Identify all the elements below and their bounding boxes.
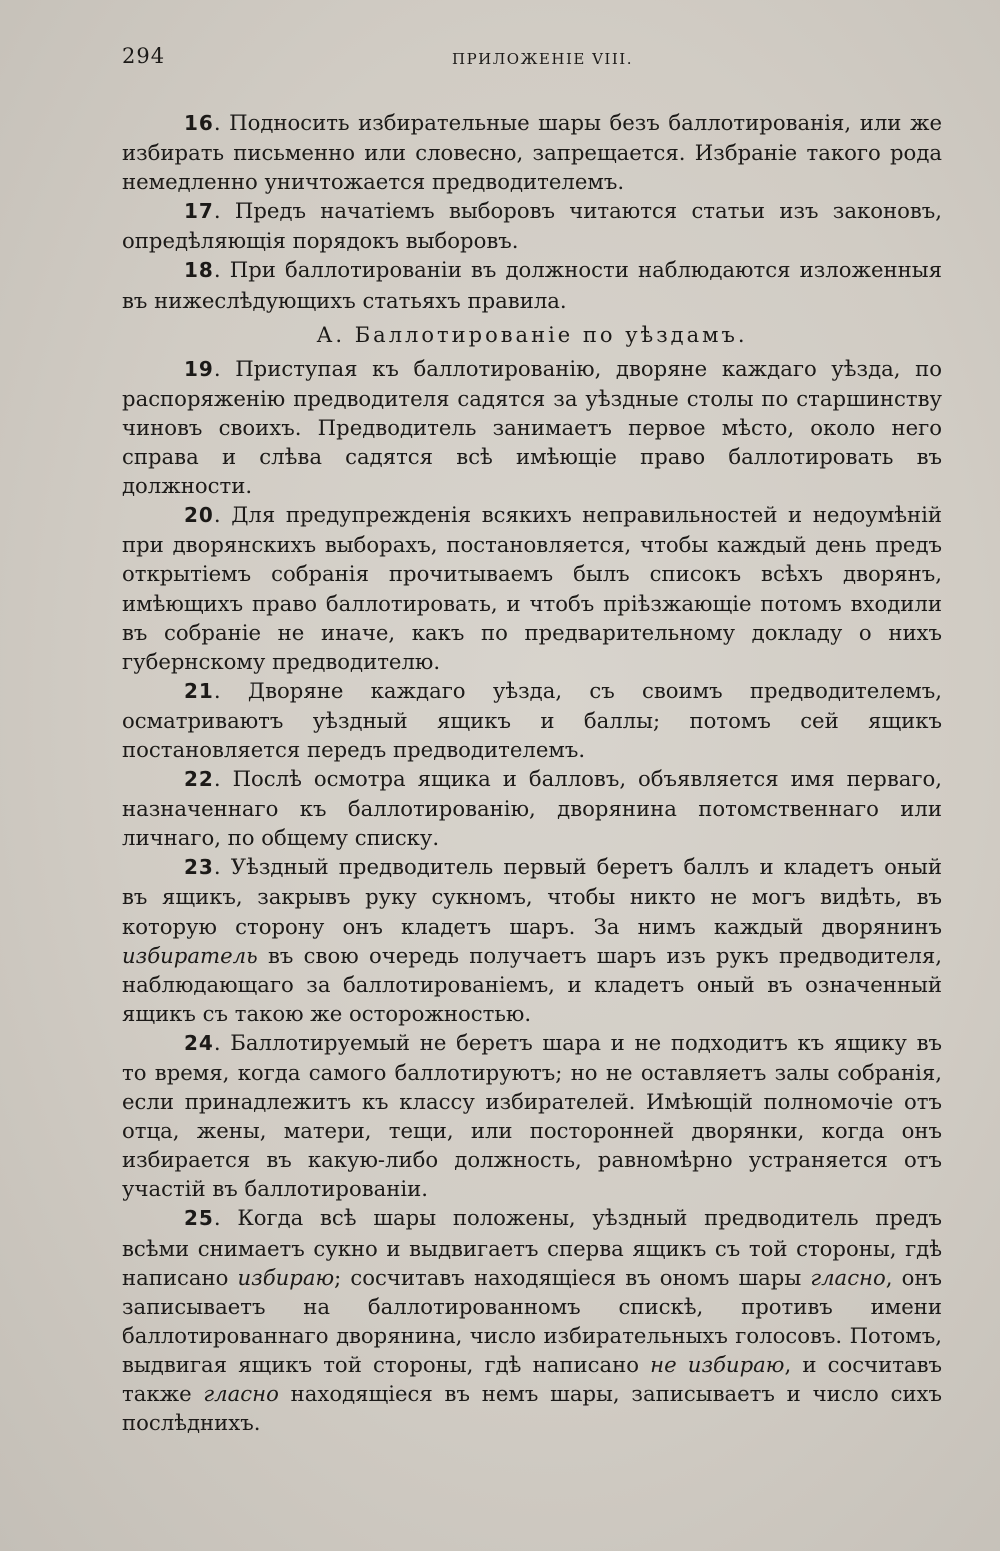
paragraph-20: 20. Для предупрежденія всякихъ неправильностей и недоумѣній при дворянскихъ выборахъ, постановляется, чтобы каждый день предъ открытіемъ собранія прочитываемъ былъ списокъ всѣхъ дворянъ, имѣющихъ право баллотировать, и чтобъ пріѣзжающіе потомъ входили въ собраніе не иначе, какъ по предварительному докладу о нихъ губернскому предводителю.: [122, 502, 942, 674]
paragraph-text: Когда всѣ шары положены, уѣздный предводитель предъ всѣми снимаетъ сукно и выдвигаетъ сперва ящикъ съ той стороны, гдѣ написано: [122, 1205, 942, 1290]
italic-term: гласно: [810, 1264, 886, 1290]
paragraph-text: , и сосчитавъ также: [122, 1351, 942, 1407]
paragraph-24: 24. Баллотируемый не беретъ шара и не подходитъ къ ящику въ то время, когда самого баллотируютъ; но не оставляетъ залы собранія, если принадлежитъ къ классу избирателей. Имѣющій полномочіе отъ отца, жены, матери, тещи, или посторонней дворянки, когда онъ избирается въ какую-либо должность, равномѣрно устраняется отъ участій въ баллотированіи.: [122, 1029, 942, 1202]
paragraph-21: 21. Дворяне каждаго уѣзда, съ своимъ предводителемъ, осматриваютъ уѣздный ящикъ и баллы; потомъ сей ящикъ постановляется передъ предводителемъ.: [122, 677, 942, 762]
paragraph-number: 20: [184, 503, 214, 528]
paragraph-text: Уѣздный предводитель первый беретъ баллъ и кладетъ оный въ ящикъ, закрывъ руку сукномъ, чтобы никто не могъ видѣть, въ которую сторону онъ кладетъ шаръ. За нимъ каждый дворянинъ: [122, 854, 942, 939]
paragraph-text: , онъ записываетъ на баллотированномъ спискѣ, противъ имени баллотированнаго дворянина, число избирательныхъ голосовъ. Потомъ, выдвигая ящикъ той стороны, гдѣ написано: [122, 1264, 943, 1377]
paragraph-text: ; сосчитавъ находящіеся въ ономъ шары: [334, 1264, 811, 1290]
paragraph-number: 16: [184, 111, 214, 135]
italic-term: избираю: [237, 1264, 335, 1290]
paragraph-text: Послѣ осмотра ящика и балловъ, объявляется имя перваго, назначеннаго къ баллотированію, дворянина потомственнаго или личнаго, по общему списку.: [122, 766, 942, 851]
paragraph-number: 17: [184, 199, 214, 224]
paragraph-text: находящіеся въ немъ шары, записываетъ и число сихъ послѣднихъ.: [122, 1381, 942, 1436]
paragraph-22: 22. Послѣ осмотра ящика и балловъ, объявляется имя перваго, назначеннаго къ баллотированію, дворянина потомственнаго или личнаго, по общему списку.: [122, 766, 942, 851]
paragraph-23: 23. Уѣздный предводитель первый беретъ баллъ и кладетъ оный въ ящикъ, закрывъ руку сукномъ, чтобы никто не могъ видѣть, въ которую сторону онъ кладетъ шаръ. За нимъ каждый дворянинъ избиратель въ свою очередь получаетъ шаръ изъ рукъ предводителя, наблюдающаго за баллотированіемъ, и кладетъ оный въ означенный ящикъ съ такою же осторожностью.: [122, 854, 942, 1026]
paragraph-text: Баллотируемый не беретъ шара и не подходитъ къ ящику въ то время, когда самого баллотируютъ; но не оставляетъ залы собранія, если принадлежитъ къ классу избирателей. Имѣющій полномочіе отъ отца, жены, матери, тещи, или посторонней дворянки, когда онъ избирается въ какую-либо должность, равномѣрно устраняется отъ участій въ баллотированіи.: [122, 1029, 942, 1202]
running-head: ПРИЛОЖЕНІЕ VIII.: [452, 50, 633, 68]
paragraph-25: 25. Когда всѣ шары положены, уѣздный предводитель предъ всѣми снимаетъ сукно и выдвигаетъ сперва ящикъ съ той стороны, гдѣ написано избираю; сосчитавъ находящіеся въ ономъ шары гласно, онъ записываетъ на баллотированномъ спискѣ, противъ имени баллотированнаго дворянина, число избирательныхъ голосовъ. Потомъ, выдвигая ящикъ той стороны, гдѣ написано не избираю, и сосчитавъ также гласно находящіеся въ немъ шары, записываетъ и число сихъ послѣднихъ.: [122, 1205, 943, 1436]
paragraph-text: Подносить избирательные шары безъ баллотированія, или же избирать письменно или словесно, запрещается. Избраніе такого рода немедленно уничтожается предводителемъ.: [122, 110, 942, 195]
paragraph-number: 21: [184, 678, 214, 703]
section-title: А. Баллотированіе по уѣздамъ.: [316, 322, 748, 347]
paragraph-text: Предъ начатіемъ выборовъ читаются статьи изъ законовъ, опредѣляющія порядокъ выборовъ.: [122, 198, 942, 254]
paragraph-text: При баллотированіи въ должности наблюдаются изложенныя въ нижеслѣдующихъ статьяхъ правила.: [122, 257, 942, 313]
paragraph-text: Для предупрежденія всякихъ неправильностей и недоумѣній при дворянскихъ выборахъ, постановляется, чтобы каждый день предъ открытіемъ собранія прочитываемъ былъ списокъ всѣхъ дворянъ, имѣющихъ право баллотировать, и чтобъ пріѣзжающіе потомъ входили въ собраніе не иначе, какъ по предварительному докладу о нихъ губернскому предводителю.: [122, 502, 942, 674]
page-body: [122, 108, 942, 1437]
italic-term: избиратель: [122, 942, 258, 968]
paragraph-text: Дворяне каждаго уѣзда, съ своимъ предводителемъ, осматриваютъ уѣздный ящикъ и баллы; потомъ сей ящикъ постановляется передъ предводителемъ.: [122, 677, 942, 762]
paragraph-number: 25: [184, 1206, 214, 1231]
paragraph-18: 18. При баллотированіи въ должности наблюдаются изложенныя въ нижеслѣдующихъ статьяхъ правила.: [122, 257, 942, 313]
page-header: [122, 44, 942, 74]
paragraph-number: 23: [184, 855, 214, 880]
paragraph-16: 16. Подносить избирательные шары безъ баллотированія, или же избирать письменно или словесно, запрещается. Избраніе такого рода немедленно уничтожается предводителемъ.: [122, 110, 942, 195]
paragraph-number: 19: [184, 356, 214, 381]
paragraph-19: 19. Приступая къ баллотированію, дворяне каждаго уѣзда, по распоряженію предводителя садятся за уѣздные столы по старшинству чиновъ своихъ. Предводитель занимаетъ первое мѣсто, около него справа и слѣва садятся всѣ имѣющіе право баллотировать въ должности.: [122, 355, 942, 499]
paragraph-text: въ свою очередь получаетъ шаръ изъ рукъ предводителя, наблюдающаго за баллотированіемъ, и кладетъ оный въ означенный ящикъ съ такою же осторожностью.: [122, 942, 942, 1026]
paragraph-number: 22: [184, 767, 214, 792]
paragraph-17: 17. Предъ начатіемъ выборовъ читаются статьи изъ законовъ, опредѣляющія порядокъ выборовъ.: [122, 198, 942, 254]
paragraph-number: 18: [184, 258, 214, 283]
page-number: 294: [122, 44, 166, 68]
paragraph-number: 24: [184, 1030, 214, 1055]
italic-term: не избираю: [650, 1351, 785, 1377]
paragraph-text: Приступая къ баллотированію, дворяне каждаго уѣзда, по распоряженію предводителя садятся за уѣздные столы по старшинству чиновъ своихъ. Предводитель занимаетъ первое мѣсто, около него справа и слѣва садятся всѣ имѣющіе право баллотировать въ должности.: [122, 355, 942, 499]
italic-term: гласно: [203, 1381, 279, 1407]
